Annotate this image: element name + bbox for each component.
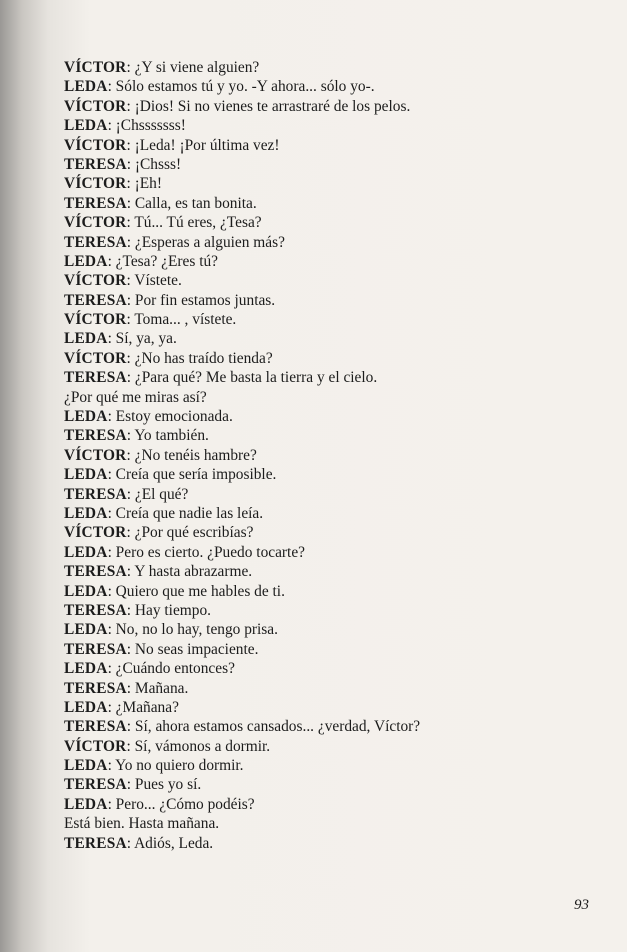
dialogue-line [64,756,584,775]
dialogue-list [64,58,584,853]
dialogue-line [64,582,584,601]
speaker-name: LEDA [64,408,108,426]
speaker-name: VÍCTOR [64,446,127,464]
dialogue-line [64,368,584,387]
speaker-name: LEDA [64,330,108,348]
speech-text: : Yo también. [126,427,209,445]
speech-text: : Sí, ya, ya. [107,330,177,348]
speaker-name: LEDA [64,504,108,522]
dialogue-line [64,116,584,135]
speech-text: : No seas impaciente. [126,640,259,658]
speech-text: : Sólo estamos tú y yo. -Y ahora... sólo yo-. [107,78,375,96]
speech-text: : ¡Leda! ¡Por última vez! [126,136,280,154]
speech-text: : Sí, ahora estamos cansados... ¿verdad, Víctor? [126,718,421,736]
speech-text: Está bien. Hasta mañana. [64,815,220,833]
speaker-name: LEDA [64,543,108,561]
speaker-name: VÍCTOR [64,524,127,542]
dialogue-line [64,717,584,736]
dialogue-line [64,737,584,756]
speaker-name: TERESA [64,601,127,619]
speech-text: : ¿El qué? [126,485,189,503]
dialogue-line [64,310,584,329]
dialogue-line [64,698,584,717]
speech-text: : ¿Mañana? [107,698,179,716]
speaker-name: VÍCTOR [64,136,127,154]
speech-text: : Creía que sería imposible. [107,466,277,484]
speaker-name: LEDA [64,117,108,135]
dialogue-line [64,407,584,426]
speech-text: : Por fin estamos juntas. [126,291,276,309]
speech-text: : Hay tiempo. [126,601,212,619]
dialogue-line [64,136,584,155]
dialogue-line [64,504,584,523]
speech-text: : No, no lo hay, tengo prisa. [107,621,278,639]
speaker-name: TERESA [64,718,127,736]
speaker-name: LEDA [64,252,108,270]
speech-text: : ¡Chsss! [126,155,182,173]
dialogue-line [64,659,584,678]
speech-text: : ¡Dios! Si no vienes te arrastraré de los pelos. [126,97,411,115]
dialogue-line [64,77,584,96]
speaker-name: TERESA [64,427,127,445]
speaker-name: TERESA [64,291,127,309]
speech-text: : Toma... , vístete. [126,311,237,329]
dialogue-line [64,620,584,639]
speech-text: : ¿Por qué escribías? [126,524,254,542]
speaker-name: LEDA [64,660,108,678]
speech-text: : ¡Eh! [126,175,162,193]
speech-text: : ¿Esperas a alguien más? [126,233,285,251]
speaker-name: VÍCTOR [64,349,127,367]
speech-text: : Mañana. [126,679,189,697]
speech-text: : Pero es cierto. ¿Puedo tocarte? [107,543,305,561]
speech-text: : ¿Tesa? ¿Eres tú? [107,252,219,270]
speaker-name: LEDA [64,78,108,96]
dialogue-line [64,329,584,348]
dialogue-line [64,233,584,252]
speaker-name: LEDA [64,757,108,775]
dialogue-line [64,775,584,794]
speech-text: : Tú... Tú eres, ¿Tesa? [126,214,262,232]
dialogue-line [64,814,584,833]
speaker-name: VÍCTOR [64,97,127,115]
speaker-name: LEDA [64,582,108,600]
dialogue-line [64,640,584,659]
speech-text: : ¿No has traído tienda? [126,349,273,367]
speaker-name: TERESA [64,834,127,852]
speech-text: : Adiós, Leda. [126,834,214,852]
speaker-name: TERESA [64,640,127,658]
speaker-name: TERESA [64,485,127,503]
speaker-name: VÍCTOR [64,214,127,232]
speech-text: : Vístete. [126,272,182,290]
speech-text: : Calla, es tan bonita. [126,194,257,212]
speaker-name: LEDA [64,795,108,813]
speech-text: : ¿Cuándo entonces? [107,660,235,678]
speech-text: : Quiero que me hables de ti. [107,582,285,600]
dialogue-line [64,155,584,174]
dialogue-line [64,271,584,290]
speaker-name: TERESA [64,155,127,173]
speaker-name: VÍCTOR [64,175,127,193]
dialogue-line [64,679,584,698]
speaker-name: VÍCTOR [64,311,127,329]
dialogue-line [64,174,584,193]
dialogue-line [64,523,584,542]
speaker-name: LEDA [64,621,108,639]
speech-text: : ¿No tenéis hambre? [126,446,257,464]
speaker-name: LEDA [64,466,108,484]
dialogue-line [64,543,584,562]
speech-text: : Sí, vámonos a dormir. [126,737,271,755]
speaker-name: TERESA [64,233,127,251]
dialogue-line [64,252,584,271]
speech-text: : ¿Y si viene alguien? [126,59,260,76]
dialogue-line [64,601,584,620]
dialogue-line [64,194,584,213]
dialogue-line [64,562,584,581]
dialogue-line [64,388,584,407]
dialogue-line [64,58,584,77]
dialogue-line [64,426,584,445]
dialogue-line [64,795,584,814]
speech-text: : Pues yo sí. [126,776,202,794]
speech-text: : Yo no quiero dormir. [107,757,244,775]
speaker-name: TERESA [64,776,127,794]
speech-text: : ¡Chsssssss! [107,117,186,135]
dialogue-line [64,446,584,465]
speaker-name: TERESA [64,194,127,212]
speech-text: : ¿Para qué? Me basta la tierra y el cielo. [126,369,378,387]
dialogue-line [64,834,584,853]
speaker-name: LEDA [64,698,108,716]
dialogue-line [64,291,584,310]
speaker-name: TERESA [64,679,127,697]
dialogue-line [64,349,584,368]
dialogue-line [64,97,584,116]
speaker-name: VÍCTOR [64,272,127,290]
speaker-name: TERESA [64,563,127,581]
speech-text: : Pero... ¿Cómo podéis? [107,795,255,813]
dialogue-line [64,485,584,504]
speech-text: ¿Por qué me miras así? [64,388,207,406]
dialogue-line [64,213,584,232]
speech-text: : Estoy emocionada. [107,408,233,426]
speaker-name: VÍCTOR [64,59,127,76]
speaker-name: VÍCTOR [64,737,127,755]
speaker-name: TERESA [64,369,127,387]
dialogue-line [64,465,584,484]
speech-text: : Y hasta abrazarme. [126,563,253,581]
page-number: 93 [574,897,589,913]
speech-text: : Creía que nadie las leía. [107,504,264,522]
